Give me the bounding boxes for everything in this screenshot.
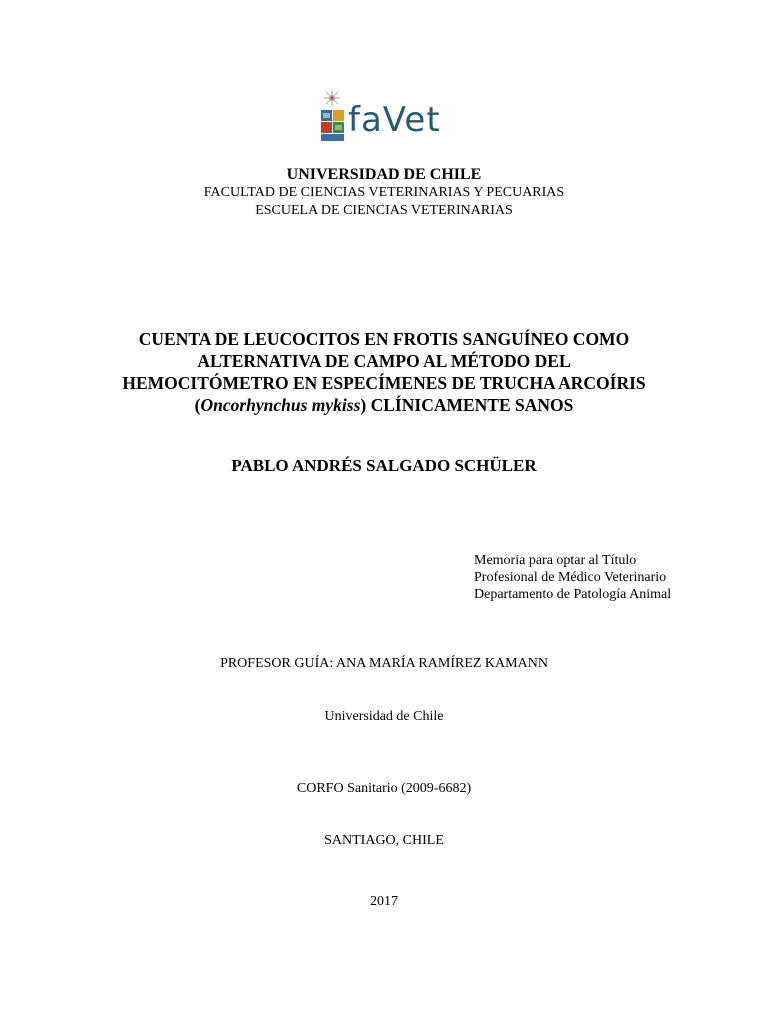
advisor-line: PROFESOR GUÍA: ANA MARÍA RAMÍREZ KAMANN — [220, 656, 548, 671]
paren-open: ( — [194, 395, 201, 415]
thesis-title-line: CUENTA DE LEUCOCITOS EN FROTIS SANGUÍNEO COMO — [138, 329, 630, 349]
funding-line: CORFO Sanitario (2009-6682) — [296, 781, 472, 796]
year-line: 2017 — [370, 894, 398, 909]
thesis-title-line — [0, 394, 768, 416]
favet-logo — [318, 88, 458, 148]
star-icon — [324, 90, 340, 106]
shield-icon — [321, 110, 344, 141]
thesis-title-line: ALTERNATIVA DE CAMPO AL MÉTODO DEL — [197, 351, 571, 371]
thesis-title-line: HEMOCITÓMETRO EN ESPECÍMENES DE TRUCHA ARCOÍRIS — [122, 373, 646, 393]
species-name: Oncorhynchus mykiss — [200, 395, 361, 415]
memoria-line: Memoria para optar al Título — [474, 553, 637, 568]
thesis-title — [0, 328, 768, 416]
memoria-line: Departamento de Patología Animal — [474, 587, 672, 602]
city-line: SANTIAGO, CHILE — [324, 833, 444, 848]
favet-wordmark: faVet — [348, 100, 441, 140]
university-name: UNIVERSIDAD DE CHILE — [286, 166, 482, 183]
affiliation: Universidad de Chile — [324, 709, 444, 724]
memoria-line: Profesional de Médico Veterinario — [474, 570, 667, 585]
memoria-block — [474, 552, 671, 603]
author-name: PABLO ANDRÉS SALGADO SCHÜLER — [231, 456, 537, 475]
faculty-name: FACULTAD DE CIENCIAS VETERINARIAS Y PECUARIAS — [203, 185, 565, 200]
title-line-end: ) CLÍNICAMENTE SANOS — [360, 395, 574, 415]
school-name: ESCUELA DE CIENCIAS VETERINARIAS — [255, 203, 513, 218]
